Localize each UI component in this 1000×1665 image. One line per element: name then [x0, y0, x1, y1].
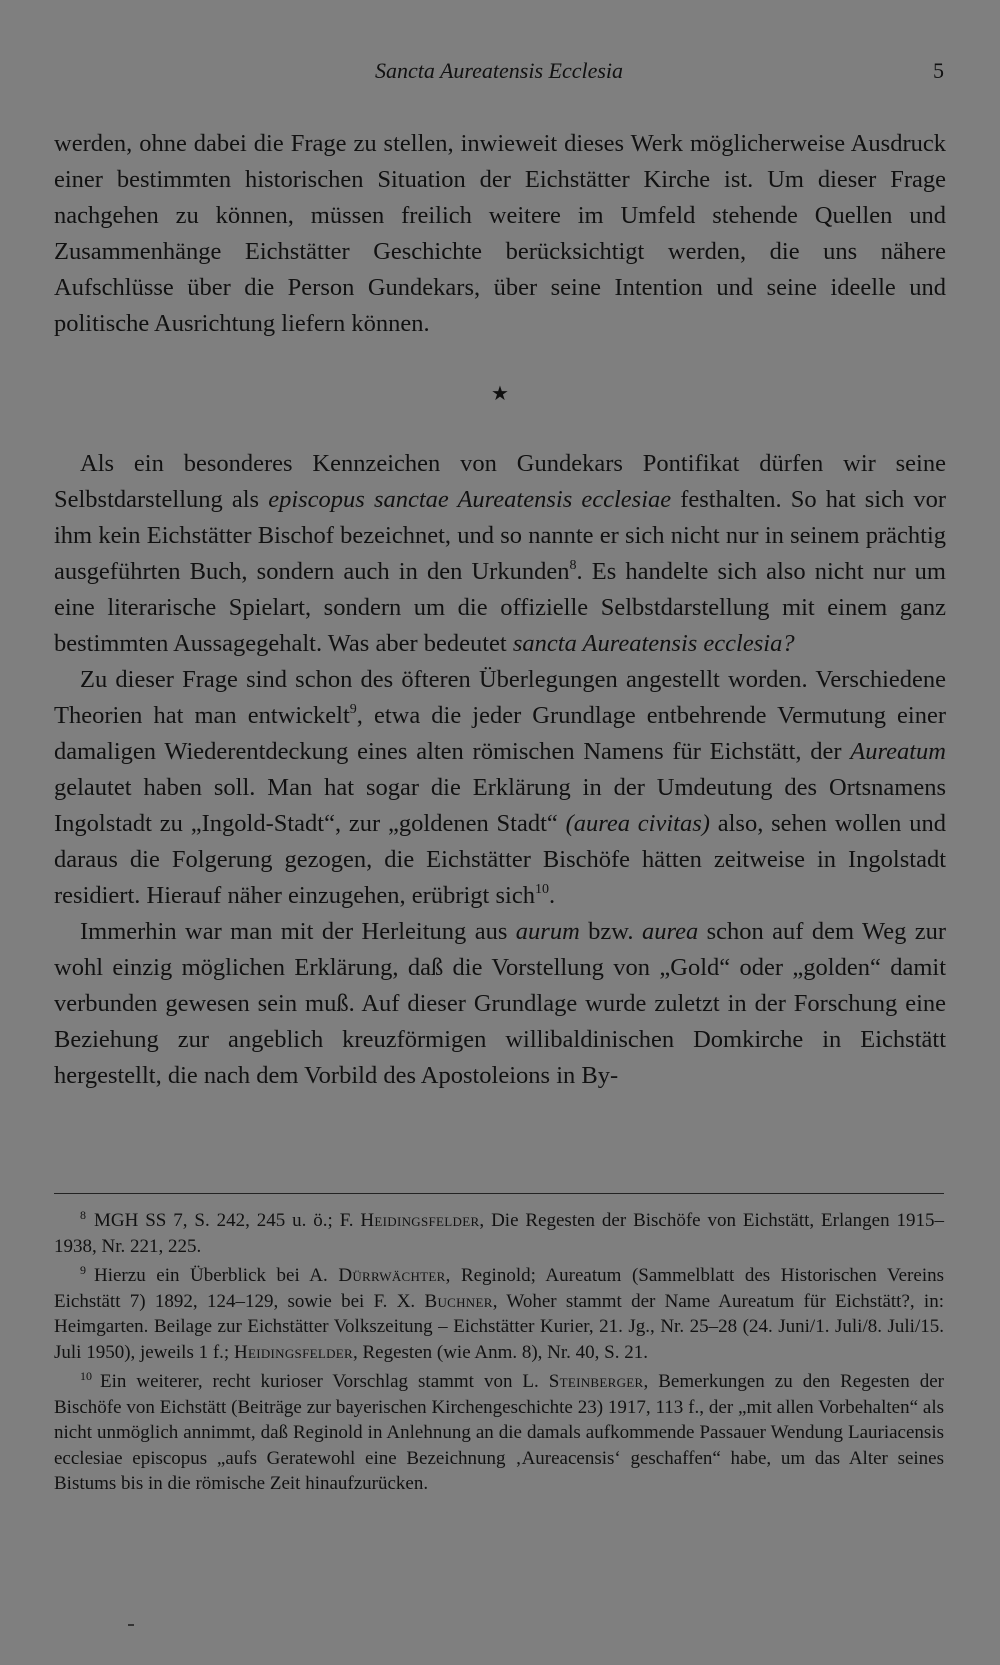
paragraph-3-text-a: Zu dieser Frage sind schon des öfteren Überlegungen angestellt worden. Verschiedene Theorien hat man entwickelt	[54, 666, 946, 729]
footnote-ref-10[interactable]: 10	[534, 882, 549, 897]
footnote-9	[54, 1263, 944, 1365]
paragraph-4-italic-a: aurum	[515, 918, 580, 945]
paragraph-2-text-a: Als ein besonderes Kennzeichen von Gundekars Pontifikat dürfen wir seine Selbstdarstellung als	[54, 450, 946, 513]
page-header	[54, 52, 944, 92]
author-name: Heidingsfelder	[360, 1210, 480, 1231]
footnote-text: , Regesten (wie Anm. 8), Nr. 40, S. 21.	[352, 1341, 648, 1363]
footnote-text: , Reginold; Aureatum (Sammelblatt des Historischen Vereins Eichstätt 7) 1892, 124–129, sowie bei F. X.	[54, 1265, 944, 1312]
footnote-10	[54, 1369, 944, 1497]
running-title: Sancta Aureatensis Ecclesia	[374, 58, 624, 83]
body-text	[54, 126, 946, 1094]
paragraph-3-text-d: also, sehen wollen und daraus die Folgerung gezogen, die Eichstätter Bischöfe hätten zeitweise in Ingolstadt residiert. Hierauf näher einzugehen, erübrigt sich	[54, 810, 946, 909]
author-name: Heidingsfelder	[233, 1341, 353, 1363]
paragraph-1-text: werden, ohne dabei die Frage zu stellen, inwieweit dieses Werk möglicherweise Ausdruck einer bestimmten historischen Situation der Eichstätter Kirche ist. Um dieser Frage nachgehen zu können, müssen freilich weitere im Umfeld stehende Quellen und Zusammenhänge Eichstätter Geschichte berücksichtigt werden, die uns nähere Aufschlüsse über die Person Gundekars, über seine Intention und seine ideelle und politische Ausrichtung liefern können.	[54, 130, 946, 337]
section-divider-star: ★	[491, 383, 509, 405]
scan-speck	[128, 1624, 134, 1626]
paragraph-2-italic-b: sancta Aureatensis ecclesia?	[512, 630, 795, 657]
paragraph-3-text-b: , etwa die jeder Grundlage entbehrende Vermutung einer damaligen Wiederentdeckung eines alten römischen Namens für Eichstätt, der	[54, 702, 946, 765]
footnote-ref-8[interactable]: 8	[569, 558, 577, 573]
footnote-number: 9	[80, 1263, 86, 1277]
footnote-ref-9[interactable]: 9	[349, 702, 357, 717]
paragraph-1	[54, 126, 946, 342]
paragraph-3	[54, 662, 946, 914]
footnotes	[54, 1208, 944, 1501]
paragraph-4-text-b: bzw.	[579, 918, 642, 945]
footnote-number: 8	[80, 1208, 86, 1222]
paragraph-2-text-b: festhalten. So hat sich vor ihm kein Eichstätter Bischof bezeichnet, und so nannte er sich nicht nur in seinem prächtig ausgeführten Buch, sondern auch in den Urkunden	[54, 486, 946, 585]
footnote-text: , Die Regesten der Bischöfe von Eichstätt, Erlangen 1915–1938, Nr. 221, 225.	[54, 1210, 944, 1257]
footnote-text: Hierzu ein Überblick bei A.	[94, 1265, 339, 1286]
footnote-text: , Bemerkungen zu den Regesten der Bischöfe von Eichstätt (Beiträge zur bayerischen Kirchengeschichte 23) 1917, 113 f., der „mit allen Vorbehalten“ als nicht unmöglich annimmt, daß Reginold in Anlehnung an die damals aufkommende Passauer Wendung Lauriacensis ecclesiae episcopus „aufs Geratewohl eine Bezeichnung ‚Aureacensis‘ geschaffen“ habe, um das Alter seines Bistums bis in die römische Zeit hinaufzurücken.	[54, 1371, 944, 1494]
footnote-text: Ein weiterer, recht kurioser Vorschlag stammt von L.	[100, 1371, 549, 1392]
footnote-separator	[54, 1193, 944, 1194]
author-name: Buchner	[424, 1290, 493, 1312]
paragraph-2-italic-a: episcopus sanctae Aureatensis ecclesiae	[268, 486, 672, 513]
paragraph-4-text-a: Immerhin war man mit der Herleitung aus	[80, 918, 516, 945]
author-name: Dürrwächter	[338, 1265, 446, 1286]
paragraph-3-text-c: gelautet haben soll. Man hat sogar die Erklärung in der Umdeutung des Ortsnamens Ingolstadt zu „Ingold-Stadt“, zur „goldenen Stadt“	[54, 774, 946, 837]
footnote-text: , Woher stammt der Name Aureatum für Eichstätt?, in: Heimgarten. Beilage zur Eichstätter Volkszeitung – Eichstätter Kurier, 21. Jg., Nr. 25–28 (24. Juni/1. Juli/8. Juli/15. Juli 1950), jeweils 1 f.;	[54, 1290, 944, 1363]
page-number: 5	[933, 58, 944, 83]
author-name: Steinberger	[548, 1371, 644, 1392]
paragraph-4-italic-b: aurea	[641, 918, 699, 945]
footnote-number: 10	[80, 1369, 92, 1383]
paragraph-4	[54, 914, 946, 1094]
paragraph-3-text-e: .	[548, 882, 556, 909]
footnote-8	[54, 1208, 944, 1259]
paragraph-4-text-c: schon auf dem Weg zur wohl einzig möglichen Erklärung, daß die Vorstellung von „Gold“ oder „golden“ damit verbunden gewesen sein muß. Auf dieser Grundlage wurde zuletzt in der Forschung eine Beziehung zur angeblich kreuzförmigen willibaldinischen Domkirche in Eichstätt hergestellt, die nach dem Vorbild des Apostoleions in By-	[54, 918, 947, 1089]
paragraph-3-italic-b: (aurea civitas)	[565, 810, 710, 837]
paragraph-2-text-c: . Es handelte sich also nicht nur um eine literarische Spielart, sondern um die offizielle Selbstdarstellung mit einem ganz bestimmten Aussagegehalt. Was aber bedeutet	[54, 558, 946, 657]
footnote-text: MGH SS 7, S. 242, 245 u. ö.; F.	[94, 1210, 361, 1231]
paragraph-3-italic-a: Aureatum	[850, 738, 946, 765]
paragraph-2	[54, 446, 946, 662]
